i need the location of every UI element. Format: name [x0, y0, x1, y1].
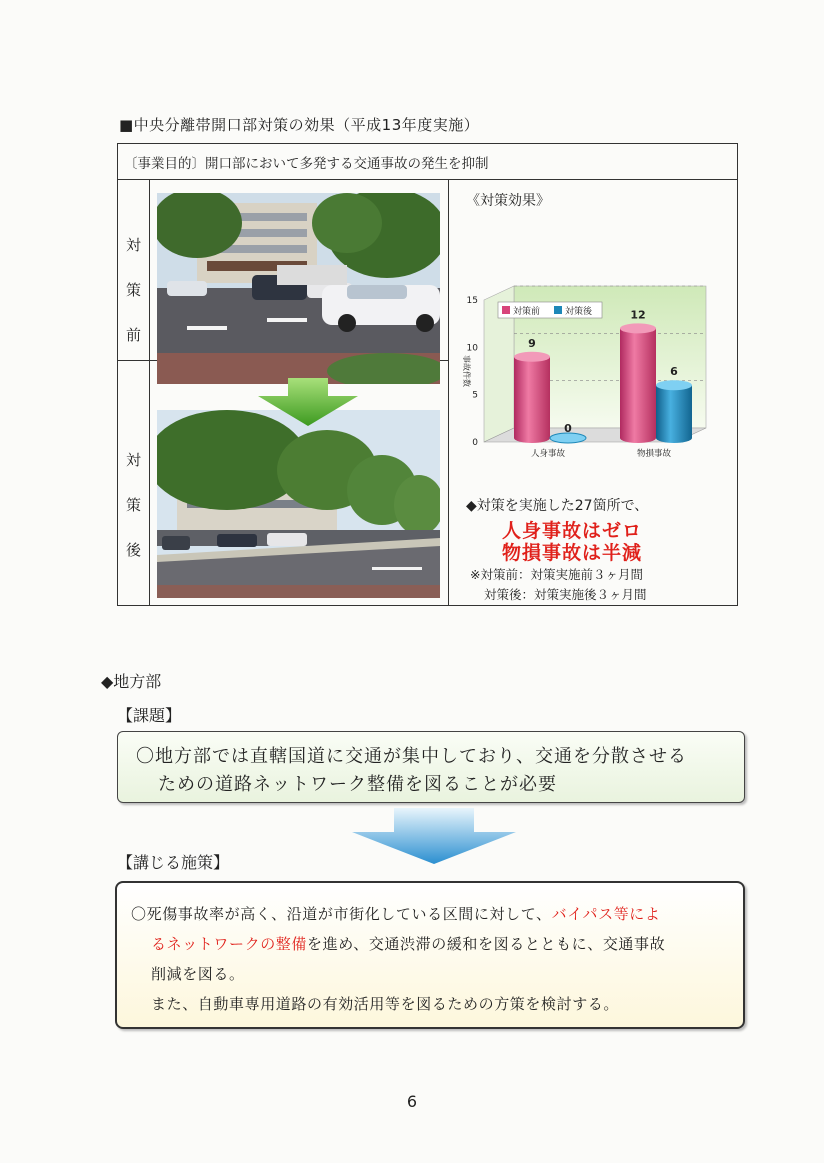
y-axis-label: 事故件数	[462, 355, 471, 387]
issue-box	[117, 731, 745, 803]
bar	[656, 385, 692, 438]
result-summary: ◆対策を実施した27箇所で、	[466, 498, 649, 514]
label-after-2: 策	[125, 496, 141, 514]
row-label-column	[118, 180, 150, 605]
measure-line4: また、自動車専用道路の有効活用等を図るための方策を検討する。	[151, 995, 620, 1013]
x-category-label: 物損事故	[636, 449, 672, 459]
measure-line1-highlight: バイパス等によ	[551, 905, 661, 923]
label-before-1: 対	[125, 236, 141, 254]
y-tick-label: 0	[472, 438, 478, 448]
data-label: 12	[630, 308, 646, 322]
legend-label: 対策後	[565, 307, 593, 317]
data-label: 6	[670, 365, 678, 379]
issue-heading: 【課題】	[117, 706, 182, 725]
y-tick-label: 10	[466, 343, 478, 354]
measure-line1-text: 〇死傷事故率が高く、沿道が市街化している区間に対して、	[131, 905, 552, 923]
measure-line2-highlight: るネットワークの整備	[151, 935, 308, 953]
legend-swatch	[502, 306, 510, 314]
measure-heading: 【講じる施策】	[117, 853, 230, 872]
photo-before-measure	[157, 193, 440, 384]
data-label: 9	[528, 336, 536, 350]
y-tick-label: 15	[466, 296, 478, 306]
issue-text-line1: 〇地方部では直轄国道に交通が集中しており、交通を分散させる	[136, 746, 687, 767]
label-after-1: 対	[125, 451, 141, 469]
bar	[514, 357, 550, 438]
legend-swatch	[554, 306, 562, 314]
bar-base	[514, 433, 550, 443]
column-divider	[448, 180, 449, 605]
y-tick-label: 5	[472, 390, 478, 401]
x-category-label: 人身事故	[530, 449, 566, 459]
accident-chart	[454, 230, 724, 470]
measure-line1	[131, 903, 661, 924]
measure-box	[115, 881, 745, 1029]
bar	[620, 328, 656, 438]
page-number: 6	[406, 1092, 418, 1111]
result-highlight-injury: 人身事故はゼロ	[502, 520, 643, 542]
arrow-down-icon	[258, 378, 358, 426]
label-before-2: 策	[125, 281, 141, 299]
issue-text-line2: ための道路ネットワーク整備を図ることが必要	[158, 774, 557, 795]
legend-label: 対策前	[513, 307, 541, 317]
purpose-row: 〔事業目的〕開口部において多発する交通事故の発生を抑制	[118, 144, 737, 180]
chart-title: 《対策効果》	[466, 193, 550, 209]
region-title: ◆地方部	[101, 672, 162, 691]
bar-base	[656, 433, 692, 443]
measure-line2-text: を進め、交通渋滞の緩和を図るとともに、交通事故	[307, 935, 666, 953]
measure-line2	[151, 933, 665, 954]
label-after-3: 後	[125, 541, 141, 559]
bar-top	[620, 323, 656, 333]
data-label: 0	[564, 422, 572, 435]
bar-base	[620, 433, 656, 443]
result-highlight-property: 物損事故は半減	[502, 542, 643, 564]
measure-line3: 削減を図る。	[151, 965, 245, 983]
label-before-3: 前	[125, 326, 141, 344]
bar-top	[514, 352, 550, 362]
photo-after-measure	[157, 410, 440, 598]
section-title: ■中央分離帯開口部対策の効果（平成13年度実施）	[119, 116, 480, 134]
note-after-period: 対策後：対策実施後３ヶ月間	[484, 587, 647, 602]
note-before-period: ※対策前：対策実施前３ヶ月間	[470, 567, 643, 582]
bar-top	[656, 380, 692, 390]
effect-table	[117, 143, 738, 606]
arrow-down-icon	[352, 808, 516, 864]
